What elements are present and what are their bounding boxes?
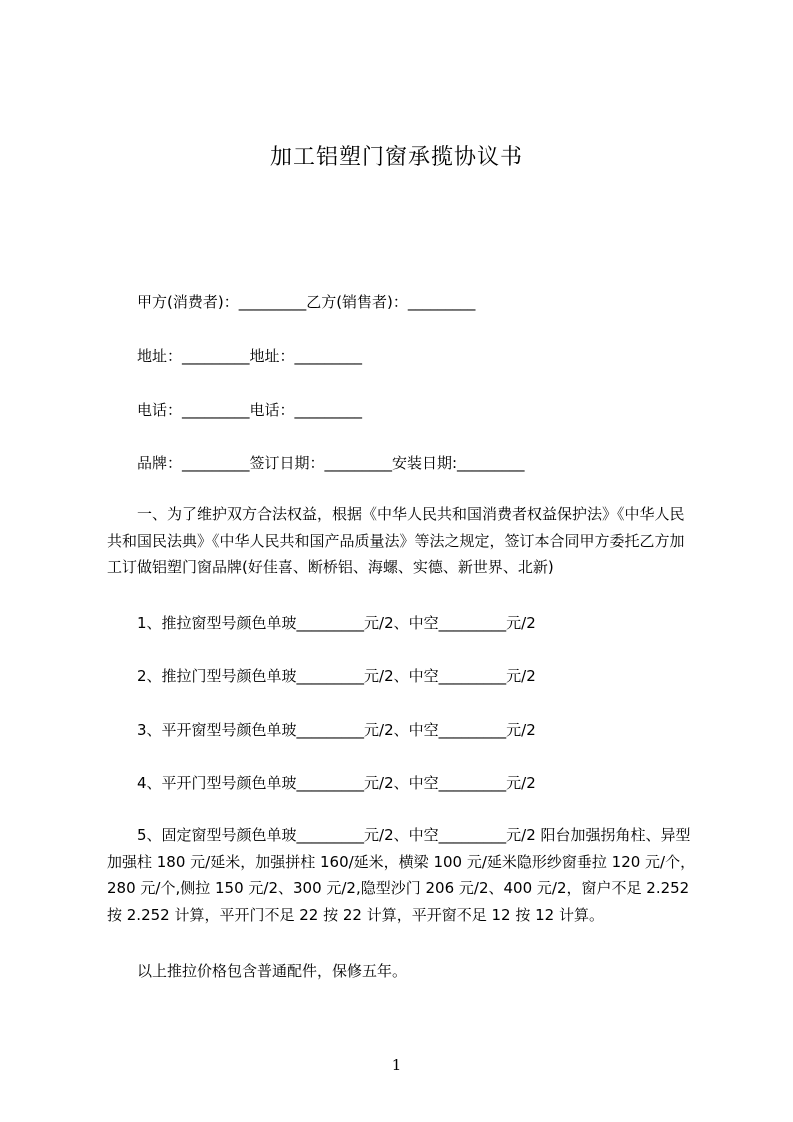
phone-line: 电话：_________电话：_________ [137, 401, 363, 419]
item-5: 5、固定窗型号颜色单玻_________元/2、中空_________元/2 阳台加强拐角柱、异型加强柱 180 元/延米，加强拼柱 160/延米，横梁 100 元/延米隐形纱窗垂拉 120 元/个，280 元/个,侧拉 150 元/2、300 元/2,隐型沙门 206 元/2、400 元/2，窗户不足 2.252 按 2.252 计算，平开门不足 22 按 22 计算，平开窗不足 12 按 12 计算。 [107, 826, 696, 924]
item-3: 3、平开窗型号颜色单玻_________元/2、中空_________元/2 [137, 721, 536, 739]
item-1: 1、推拉窗型号颜色单玻_________元/2、中空_________元/2 [137, 614, 536, 632]
clause-one: 一、为了维护双方合法权益，根据《中华人民共和国消费者权益保护法》《中华人民共和国民法典》《中华人民共和国产品质量法》等法之规定，签订本合同甲方委托乙方加工订做铝塑门窗品牌(好佳喜、断桥铝、海螺、实德、新世界、北新) [107, 505, 685, 576]
item-2: 2、推拉门型号颜色单玻_________元/2、中空_________元/2 [137, 667, 536, 685]
brand-date-line: 品牌：_________签订日期：_________安装日期:_________ [137, 454, 525, 472]
page-number: 1 [391, 1056, 402, 1074]
warranty-line: 以上推拉价格包含普通配件，保修五年。 [137, 962, 408, 980]
document-title: 加工铝塑门窗承揽协议书 [269, 145, 523, 170]
item-4: 4、平开门型号颜色单玻_________元/2、中空_________元/2 [137, 774, 536, 792]
address-line: 地址：_________地址：_________ [137, 347, 363, 365]
party-line: 甲方(消费者)：_________乙方(销售者)：_________ [137, 293, 476, 311]
